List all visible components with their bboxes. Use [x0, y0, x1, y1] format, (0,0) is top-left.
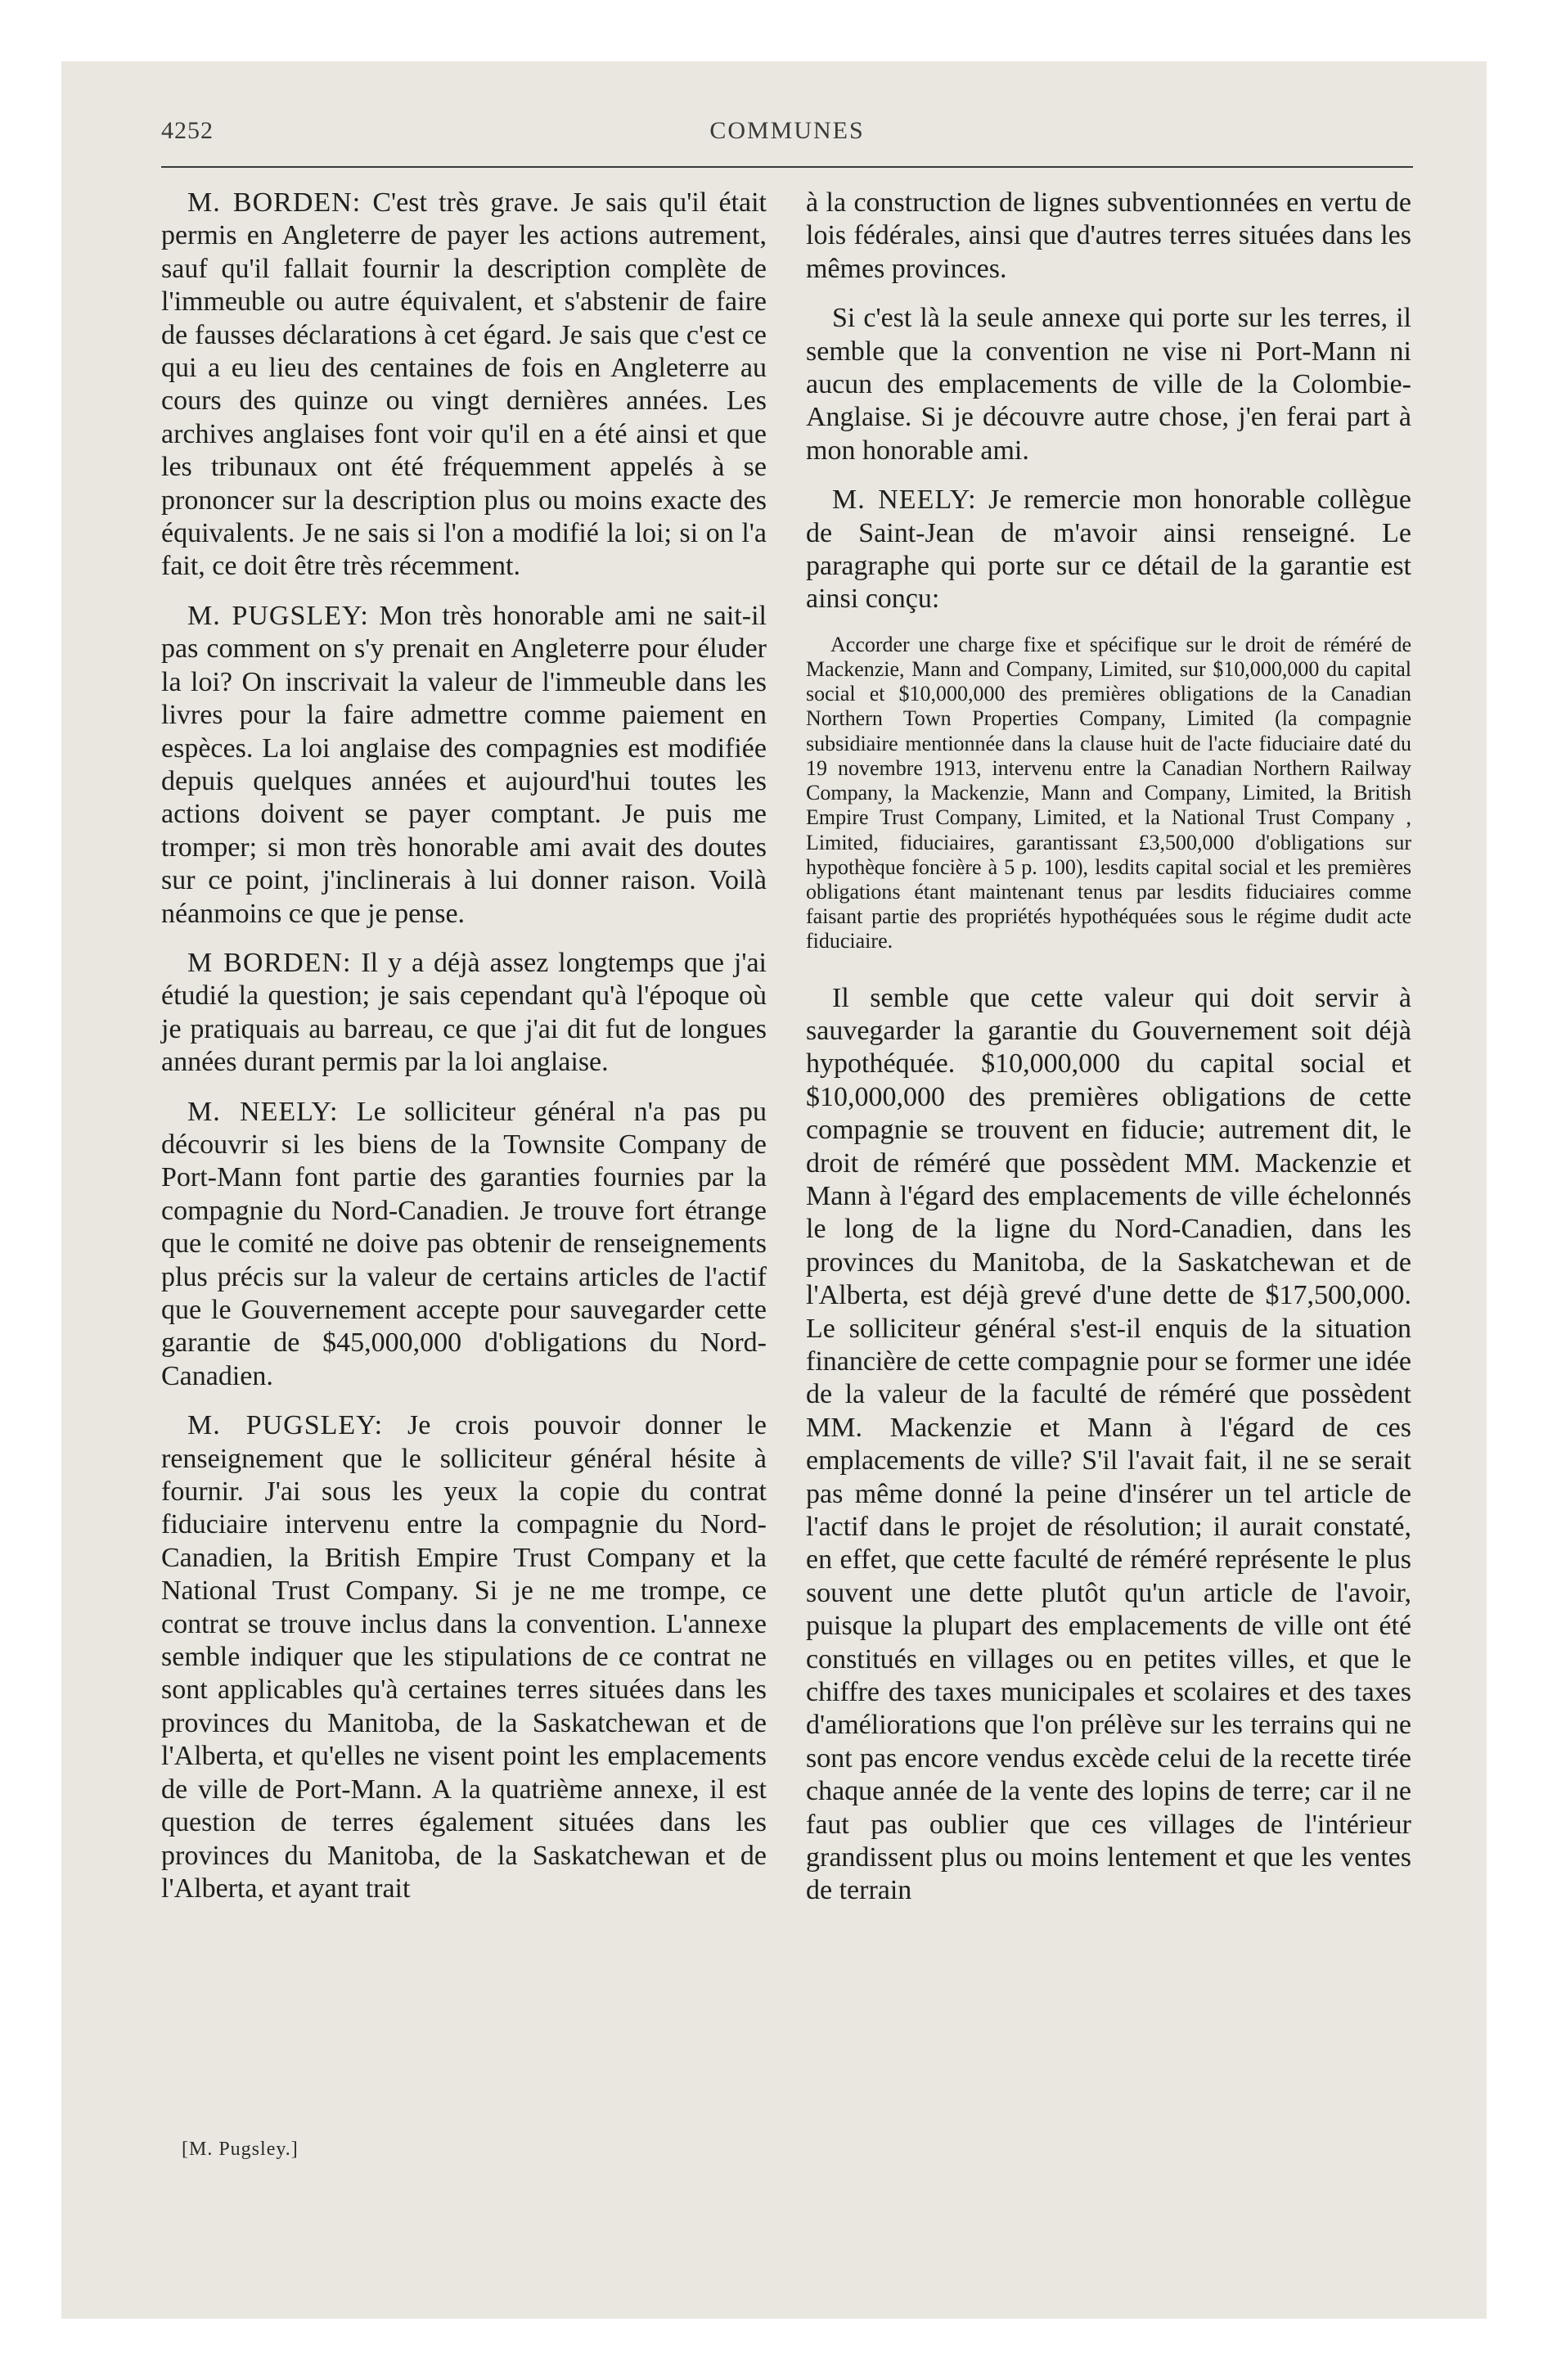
header-rule — [161, 166, 1413, 168]
left-column — [161, 187, 767, 1922]
paragraph-continuation: à la construction de lignes subventionnées en vertu de lois fédérales, ainsi que d'autres terres situées dans les mêmes provinces. — [806, 187, 1411, 284]
paragraph-text: Il y a déjà assez longtemps que j'ai étudié la question; je sais cependant qu'à l'époque où je pratiquais au barreau, ce que j'ai dit fut de longues années durant permis par la loi anglaise. — [161, 947, 767, 1078]
page-number: 4252 — [161, 117, 214, 144]
right-column — [806, 187, 1411, 1924]
speaker-name: M. NEELY: — [187, 1096, 339, 1127]
paragraph-borden-1 — [161, 187, 767, 584]
speaker-name: M. PUGSLEY: — [187, 1410, 384, 1441]
speaker-footer: [M. Pugsley.] — [182, 2139, 299, 2160]
page-header — [161, 117, 1413, 150]
page-title: COMMUNES — [709, 117, 865, 144]
paragraph-text: C'est très grave. Je sais qu'il était permis en Angleterre de payer les actions autrement, sauf qu'il fallait fournir la description complète de l'immeuble ou autre équivalent, et s'abstenir de faire de fausses déclarations à cet égard. Je sais que c'est ce qui a eu lieu des centaines de fois en Angleterre au cours des quinze ou vingt dernières années. Les archives anglaises font voir qu'il en a été ainsi et que les tribunaux ont été fréquemment appelés à se prononcer sur la description plus ou moins exacte des équivalents. Je ne sais si l'on a modifié la loi; si on l'a fait, ce doit être très récemment. — [161, 187, 767, 582]
paragraph-neely-2 — [806, 484, 1411, 616]
paragraph-pugsley-1 — [161, 600, 767, 931]
speaker-name: M. PUGSLEY: — [187, 600, 369, 631]
quoted-clause: Accorder une charge fixe et spécifique sur le droit de réméré de Mackenzie, Mann and Company, Limited, sur $10,000,000 du capital social et $10,000,000 des premières obligations de la Canadian Northern Town Properties Company, Limited (la compagnie subsidiaire mentionnée dans la clause huit de l'acte fiduciaire daté du 19 novembre 1913, intervenu entre la Canadian Northern Railway Company, la Mackenzie, Mann and Company, Limited, la British Empire Trust Company, Limited, et la National Trust Company , Limited, fiduciaires, garantissant £3,500,000 d'obligations sur hypothèque foncière à 5 p. 100), lesdits capital social et les premières obligations étant maintenant tenus par lesdits fiduciaires comme faisant partie des propriétés hypothéquées sous le régime dudit acte fiduciaire. — [806, 632, 1411, 953]
paragraph-text: Je crois pouvoir donner le renseignement que le solliciteur général hésite à fournir. J'ai sous les yeux la copie du contrat fiduciaire intervenu entre la compagnie du Nord-Canadien, la British Empire Trust Company et la National Trust Company. Si je ne me trompe, ce contrat se trouve inclus dans la convention. L'annexe semble indiquer que les stipulations de ce contrat ne sont applicables qu'à certaines terres situées dans les provinces du Manitoba, de la Saskatchewan et de l'Alberta, et qu'elles ne visent point les emplacements de ville de Port-Mann. A la quatrième annexe, il est question de terres également situées dans les provinces du Manitoba, de la Saskatchewan et de l'Alberta, et ayant trait — [161, 1410, 767, 1904]
paragraph-neely-3: Il semble que cette valeur qui doit servir à sauvegarder la garantie du Gouvernement soit déjà hypothéquée. $10,000,000 du capital social et $10,000,000 des premières obligations de cette compagnie se trouvent en fiducie; autrement dit, le droit de réméré que possèdent MM. Mackenzie et Mann à l'égard des emplacements de ville échelonnés le long de la ligne du Nord-Canadien, dans les provinces du Manitoba, de la Saskatchewan et de l'Alberta, est déjà grevé d'une dette de $17,500,000. Le solliciteur général s'est-il enquis de la situation financière de cette compagnie pour se former une idée de la valeur de la faculté de réméré que possèdent MM. Mackenzie et Mann à l'égard de ces emplacements de ville? S'il l'avait fait, il ne se serait pas même donné la peine d'insérer un tel article de l'actif dans le projet de résolution; il aurait constaté, en effet, que cette faculté de réméré représente le plus souvent une dette plutôt qu'un article de l'avoir, puisque la plupart des emplacements de ville ont été constitués en villages ou en petites villes, et que le chiffre des taxes municipales et scolaires et des taxes d'améliorations que l'on prélève sur les terrains qui ne sont pas encore vendus excède celui de la recette tirée chaque année de la vente des lopins de terre; car il ne faut pas oublier que ces villages de l'intérieur grandissent plus ou moins lentement et que les ventes de terrain — [806, 982, 1411, 1906]
paragraph-neely-1 — [161, 1096, 767, 1394]
paragraph-annexe: Si c'est là la seule annexe qui porte sur les terres, il semble que la convention ne vise ni Port-Mann ni aucun des emplacements de ville de la Colombie-Anglaise. Si je découvre autre chose, j'en ferai part à mon honorable ami. — [806, 303, 1411, 466]
speaker-name: M. NEELY: — [832, 485, 977, 516]
paragraph-text: Mon très honorable ami ne sait-il pas comment on s'y prenait en Angleterre pour éluder la loi? On inscrivait la valeur de l'immeuble dans les livres pour la faire admettre comme paiement en espèces. La loi anglaise des compagnies est modifiée depuis quelques années et aujourd'hui toutes les actions doivent se payer comptant. Je puis me tromper; si mon très honorable ami avait des doutes sur ce point, j'inclinerais à lui donner raison. Voilà néanmoins ce que je pense. — [161, 600, 767, 929]
paragraph-pugsley-2 — [161, 1409, 767, 1905]
paragraph-text: Le solliciteur général n'a pas pu découvrir si les biens de la Townsite Company de Port-Mann font partie des garanties fournies par la compagnie du Nord-Canadien. Je trouve fort étrange que le comité ne doive pas obtenir de renseignements plus précis sur la valeur de certains articles de l'actif que le Gouvernement accepte pour sauvegarder cette garantie de $45,000,000 d'obligations du Nord-Canadien. — [161, 1096, 767, 1391]
speaker-name: M. BORDEN: — [187, 187, 362, 218]
speaker-name: M BORDEN: — [187, 947, 352, 978]
paragraph-text: Je remercie mon honorable collègue de Saint-Jean de m'avoir ainsi renseigné. Le paragraphe qui porte sur ce détail de la garantie est ainsi conçu: — [806, 485, 1411, 615]
paragraph-borden-2 — [161, 947, 767, 1080]
